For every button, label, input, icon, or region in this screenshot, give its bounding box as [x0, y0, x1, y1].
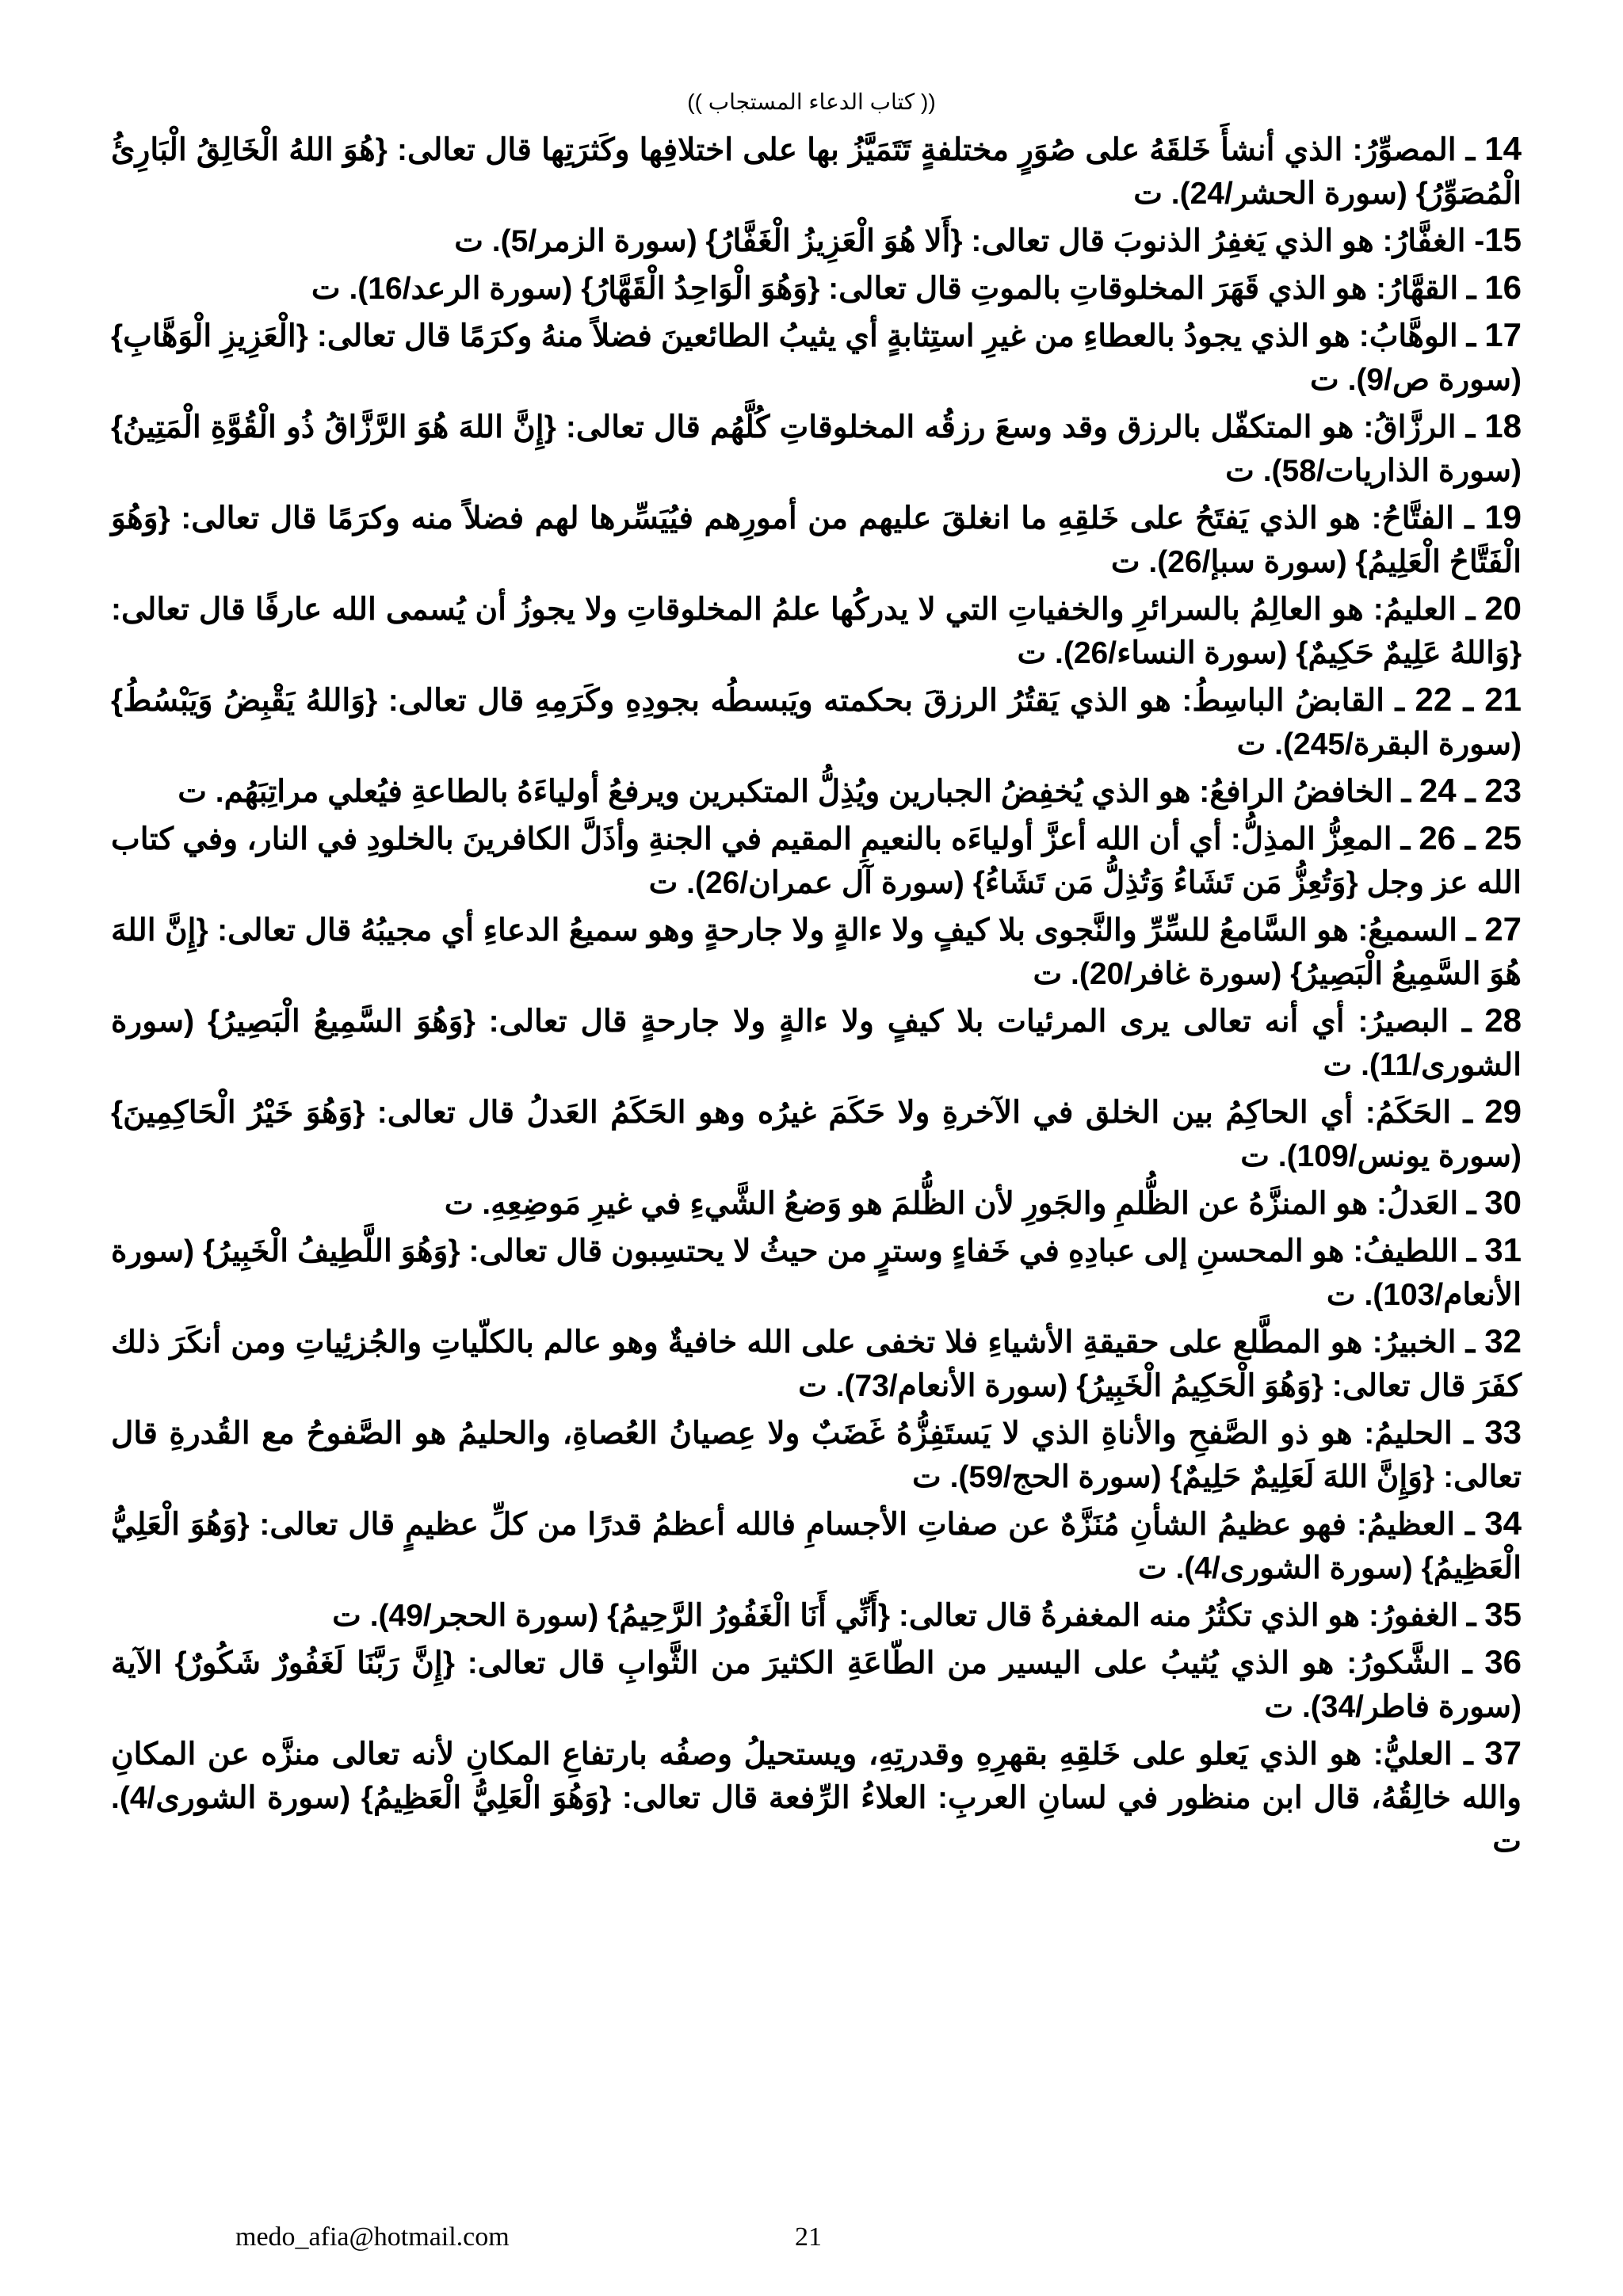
entry-number: 23 ـ 24	[1419, 772, 1522, 809]
entry-number: 17	[1484, 316, 1522, 353]
book-title-header: (( كتاب الدعاء المستجاب ))	[687, 90, 936, 114]
entry-14	[111, 127, 1522, 215]
main-text	[111, 127, 1522, 1866]
entry-30	[111, 1180, 1522, 1226]
entry-34	[111, 1501, 1522, 1590]
entry-number: 37	[1484, 1734, 1522, 1772]
entry-text: ـ العليمُ: هو العالِمُ بالسرائرِ والخفياتِ التي لا يدركُها علمُ المخلوقاتِ ولا يجوزُ أن يُسمى الله عارفًا قال تعالى: {وَاللهُ عَلِيمٌ حَكِيمٌ} (سورة النساء/26). ت	[111, 593, 1522, 670]
entry-16	[111, 265, 1522, 311]
entry-35	[111, 1592, 1522, 1638]
entry-number: 30	[1484, 1184, 1522, 1221]
entry-text: ـ الخبيرُ: هو المطَّلع على حقيقةِ الأشياءِ فلا تخفى على الله خافيةٌ وهو عالم بالكلّياتِ والجُزئِياتِ ومن أنكَرَ ذلك كفَرَ قال تعالى: {وَهُوَ الْحَكِيمُ الْخَبِيرُ} (سورة الأنعام/73). ت	[111, 1325, 1522, 1403]
entry-text: ـ القابضُ الباسِطُ: هو الذي يَقتُرُ الرزقَ بحكمته ويَبسطُه بجودِهِ وكَرَمِهِ قال تعالى: {وَاللهُ يَقْبِضُ وَيَبْسُطُ} (سورة البقرة/245). ت	[111, 684, 1522, 761]
entry-number: 36	[1484, 1643, 1522, 1680]
entry-number: 27	[1484, 910, 1522, 948]
entry-number: 16	[1484, 269, 1522, 306]
entry-text: ـ اللطيفُ: هو المحسنِ إلى عبادِهِ في خَفاءٍ وسترٍ من حيثُ لا يحتسِبون قال تعالى: {وَهُوَ اللَّطِيفُ الْخَبِيرُ} (سورة الأنعام/103). ت	[111, 1234, 1522, 1312]
entry-number: 15	[1484, 221, 1522, 258]
entry-33	[111, 1410, 1522, 1499]
entry-number: 35	[1484, 1596, 1522, 1633]
entry-37	[111, 1731, 1522, 1863]
entry-number: 18	[1484, 407, 1522, 444]
entry-23-24	[111, 769, 1522, 814]
entry-text: ـ العليُّ: هو الذي يَعلو على خَلقِهِ بقهرِهِ وقدرتِهِ، ويستحيلُ وصفُه بارتفاعِ المكانِ لأنه تعالى منزَّه عن المكانِ والله خالِقُهُ، قال ابن منظور في لسانِ العربِ: العلاءُ الرِّفعة قال تعالى: {وَهُوَ الْعَلِيُّ الْعَظِيمُ} (سورة الشورى/4). ت	[111, 1737, 1522, 1859]
entry-20	[111, 586, 1522, 675]
entry-25-26	[111, 816, 1522, 905]
entry-text: ـ الغفورُ: هو الذي تكثُرُ منه المغفرةُ قال تعالى: {أَنِّي أَنَا الْغَفُورُ الرَّحِيمُ} (سورة الحجر/49). ت	[332, 1599, 1485, 1633]
entry-number: 19	[1484, 498, 1522, 536]
entry-text: ـ الرزَّاقُ: هو المتكفّل بالرزق وقد وسعَ رزقُه المخلوقاتِ كُلَّهُم قال تعالى: {إِنَّ اللهَ هُوَ الرَّزَّاقُ ذُو الْقُوَّةِ الْمَتِينُ} (سورة الذاريات/58). ت	[111, 410, 1522, 488]
entry-number: 29	[1484, 1093, 1522, 1130]
entry-text: - الغفَّارُ: هو الذي يَغفِرُ الذنوبَ قال تعالى: {أَلا هُوَ الْعَزِيزُ الْغَفَّارُ} (سورة الزمر/5). ت	[454, 224, 1485, 258]
page-number: 21	[795, 2222, 822, 2252]
entry-36	[111, 1640, 1522, 1729]
entry-number: 28	[1484, 1001, 1522, 1039]
entry-text: ـ الحَكَمُ: أي الحاكِمُ بين الخلق في الآخرةِ ولا حَكَمَ غيرُه وهو الحَكَمُ العَدلُ قال تعالى: {وَهُوَ خَيْرُ الْحَاكِمِينَ} (سورة يونس/109). ت	[111, 1096, 1522, 1173]
footer-email: medo_afia@hotmail.com	[235, 2222, 510, 2252]
entry-text: ـ الشَّكورُ: هو الذي يُثيبُ على اليسير من الطّاعَةِ الكثيرَ من الثَّوابِ قال تعالى: {إِنَّ رَبَّنَا لَغَفُورٌ شَكُورٌ} الآية (سورة فاطر/34). ت	[111, 1646, 1522, 1724]
entry-18	[111, 404, 1522, 493]
entry-21-22	[111, 677, 1522, 766]
entry-29	[111, 1089, 1522, 1178]
entry-number: 20	[1484, 589, 1522, 627]
entry-number: 31	[1484, 1231, 1522, 1268]
entry-number: 32	[1484, 1322, 1522, 1360]
entry-text: ـ القهَّارُ: هو الذي قَهَرَ المخلوقاتِ بالموتِ قال تعالى: {وَهُوَ الْوَاحِدُ الْقَهَّارُ} (سورة الرعد/16). ت	[311, 272, 1485, 306]
entry-27	[111, 907, 1522, 996]
entry-text: ـ الفتَّاحُ: هو الذي يَفتَحُ على خَلقِهِ ما انغلقَ عليهم من أمورِهم فيُيَسِّرها لهم فضلاً منه وكرَمًا قال تعالى: {وَهُوَ الْفَتَّاحُ الْعَلِيمُ} (سورة سبإ/26). ت	[111, 502, 1522, 579]
entry-text: ـ الخافضُ الرافعُ: هو الذي يُخفِضُ الجبارين ويُذِلُّ المتكبرين ويرفعُ أولياءَهُ بالطاعةِ فيُعلي مراتِبَهُم. ت	[178, 775, 1419, 809]
entry-text: ـ العظيمُ: فهو عظيمُ الشأنِ مُنَزَّهٌ عن صفاتِ الأجسامِ فالله أعظمُ قدرًا من كلِّ عظيمٍ قال تعالى: {وَهُوَ الْعَلِيُّ الْعَظِيمُ} (سورة الشورى/4). ت	[111, 1508, 1522, 1585]
entry-15	[111, 218, 1522, 263]
entry-19	[111, 495, 1522, 584]
entry-text: ـ المصوِّرُ: الذي أنشأَ خَلقَهُ على صُوَرٍ مختلفةٍ تَتَمَيَّزُ بها على اختلافِها وكَثرَتِها قال تعالى: {هُوَ اللهُ الْخَالِقُ الْبَارِئُ الْمُصَوِّرُ} (سورة الحشر/24). ت	[111, 133, 1522, 211]
entry-31	[111, 1228, 1522, 1317]
entry-text: ـ العَدلُ: هو المنزَّهُ عن الظُّلمِ والجَورِ لأن الظُّلمَ هو وَضعُ الشَّيءِ في غيرِ مَوضِعِهِ. ت	[444, 1187, 1485, 1221]
entry-text: ـ الحليمُ: هو ذو الصَّفحِ والأناةِ الذي لا يَستَفِزُّهُ غَضَبٌ ولا عِصيانُ العُصاةِ، والحليمُ هو الصَّفوحُ مع القُدرةِ قال تعالى: {وَإِنَّ اللهَ لَعَلِيمٌ حَلِيمٌ} (سورة الحج/59). ت	[111, 1417, 1522, 1494]
entry-number: 21 ـ 22	[1415, 681, 1522, 718]
entry-32	[111, 1319, 1522, 1408]
entry-number: 25 ـ 26	[1419, 819, 1522, 856]
entry-text: ـ السميعُ: هو السَّامعُ للسِّرِّ والنَّجوى بلا كيفٍ ولا ءالةٍ ولا جارحةٍ وهو سميعُ الدعاءِ أي مجيبُهُ قال تعالى: {إِنَّ اللهَ هُوَ السَّمِيعُ الْبَصِيرُ} (سورة غافر/20). ت	[111, 913, 1522, 991]
entry-17	[111, 313, 1522, 402]
entry-number: 34	[1484, 1505, 1522, 1542]
entry-text: ـ الوهَّابُ: هو الذي يجودُ بالعطاءِ من غيرِ استِثابةٍ أي يثيبُ الطائعينَ فضلاً منهُ وكرَمًا قال تعالى: {الْعَزِيزِ الْوَهَّابِ} (سورة ص/9). ت	[111, 319, 1522, 397]
entry-28	[111, 998, 1522, 1087]
entry-text: ـ البصيرُ: أي أنه تعالى يرى المرئيات بلا كيفٍ ولا ءالةٍ ولا جارحةٍ قال تعالى: {وَهُوَ السَّمِيعُ الْبَصِيرُ} (سورة الشورى/11). ت	[111, 1005, 1522, 1082]
entry-number: 33	[1484, 1413, 1522, 1451]
entry-text: ـ المعِزُّ المذِلُّ: أي أن الله أعزَّ أولياءَه بالنعيمِ المقيم في الجنةِ وأذَلَّ الكافرينَ بالخلودِ في النار، وفي كتاب الله عز وجل {وَتُعِزُّ مَن تَشَاءُ وَتُذِلُّ مَن تَشَاءُ} (سورة آل عمران/26). ت	[111, 822, 1522, 900]
entry-number: 14	[1484, 130, 1522, 167]
